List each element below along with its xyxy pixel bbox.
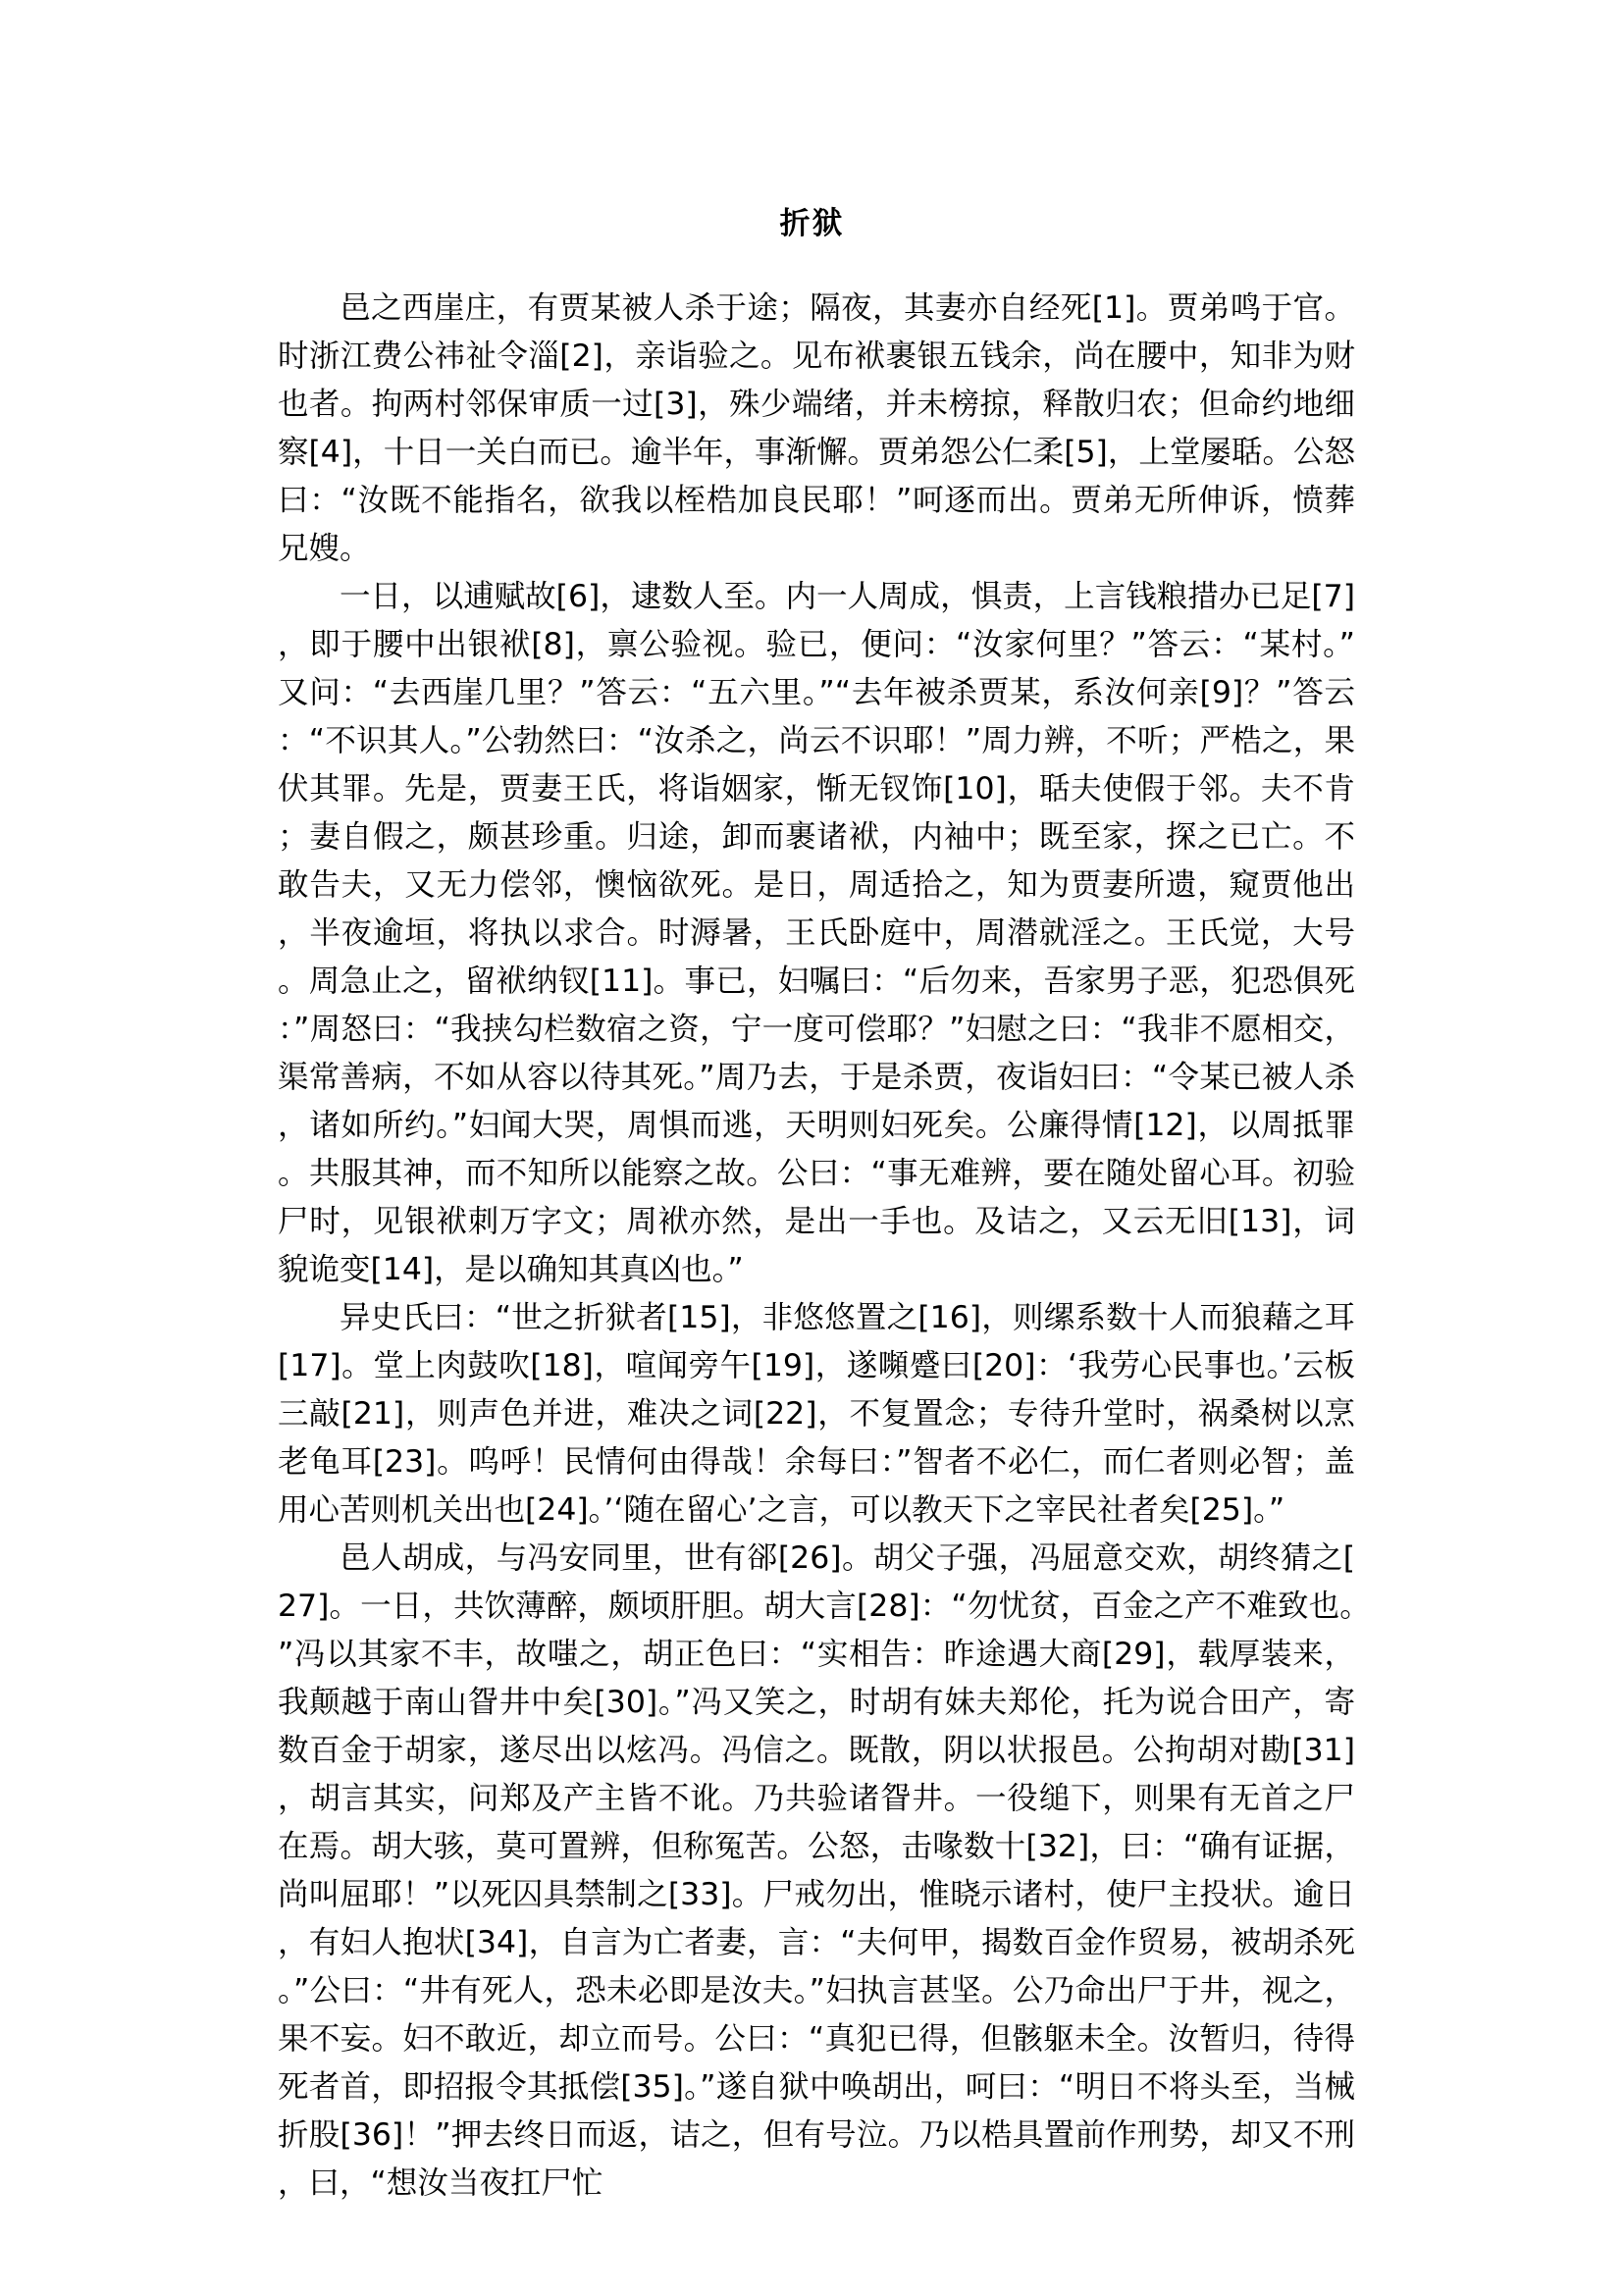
paragraph: 异史氏曰：“世之折狱者[15]，非悠悠置之[16]，则缧系数十人而狼藉之耳[17]。堂上肉鼓吹[18]，喧闻旁午[19]，遂嚬蹙曰[20]：‘我劳心民事也。’云板三敲[21]，则声色并进，难决之词[22]，不复置念；专待升堂时，祸桑树以烹老龟耳[23]。呜呼！民情何由得哉！余每曰：”智者不必仁，而仁者则必智；盖用心苦则机关出也[24]。’‘随在留心’之言，可以教天下之宰民社者矣[25]。” xyxy=(278,1300,1355,1528)
page-title: 折狱 xyxy=(779,206,845,241)
paragraph: 邑之西崖庄，有贾某被人杀于途；隔夜，其妻亦自经死[1]。贾弟鸣于官。时浙江费公祎祉令淄[2]，亲诣验之。见布袱裹银五钱余，尚在腰中，知非为财也者。拘两村邻保审质一过[3]，殊少端绪，并未榜掠，释散归农；但命约地细察[4]，十日一关白而已。逾半年，事渐懈。贾弟怨公仁柔[5]，上堂屡聒。公怒曰：“汝既不能指名，欲我以桎梏加良民耶！”呵逐而出。贾弟无所伸诉，愤葬兄嫂。 xyxy=(278,290,1355,566)
article-body xyxy=(278,285,1355,2208)
paragraph: 一日，以逋赋故[6]，逮数人至。内一人周成，惧责，上言钱粮措办已足[7]，即于腰中出银袱[8]，禀公验视。验已，便问：“汝家何里？”答云：“某村。”又问：“去西崖几里？”答云：“五六里。”“去年被杀贾某，系汝何亲[9]？”答云：“不识其人。”公勃然曰：“汝杀之，尚云不识耶！”周力辨，不听；严梏之，果伏其罪。先是，贾妻王氏，将诣姻家，惭无钗饰[10]，聒夫使假于邻。夫不肯；妻自假之，颇甚珍重。归途，卸而裹诸袱，内袖中；既至家，探之已亡。不敢告夫，又无力偿邻，懊恼欲死。是日，周适拾之，知为贾妻所遗，窥贾他出，半夜逾垣，将执以求合。时溽暑，王氏卧庭中，周潜就淫之。王氏觉，大号。周急止之，留袱纳钗[11]。事已，妇嘱曰：“后勿来，吾家男子恶，犯恐俱死：”周怒曰：“我挟勾栏数宿之资，宁一度可偿耶？”妇慰之曰：“我非不愿相交，渠常善病，不如从容以待其死。”周乃去，于是杀贾，夜诣妇曰：“令某已被人杀，诸如所约。”妇闻大哭，周惧而逃，天明则妇死矣。公廉得情[12]，以周抵罪。共服其神，而不知所以能察之故。公曰：“事无难辨，要在随处留心耳。初验尸时，见银袱刺万字文；周袱亦然，是出一手也。及诘之，又云无旧[13]，词貌诡变[14]，是以确知其真凶也。” xyxy=(278,579,1355,1287)
paragraph: 邑人胡成，与冯安同里，世有郤[26]。胡父子强，冯屈意交欢，胡终猜之[27]。一日，共饮薄醉，颇顷肝胆。胡大言[28]：“勿忧贫，百金之产不难致也。”冯以其家不丰，故嗤之，胡正色曰：“实相告：昨途遇大商[29]，载厚装来，我颠越于南山眢井中矣[30]。”冯又笑之，时胡有妹夫郑伦，托为说合田产，寄数百金于胡家，遂尽出以炫冯。冯信之。既散，阴以状报邑。公拘胡对勘[31]，胡言其实，问郑及产主皆不讹。乃共验诸眢井。一役缒下，则果有无首之尸在焉。胡大骇，莫可置辨，但称冤苦。公怒，击喙数十[32]，曰：“确有证据，尚叫屈耶！”以死囚具禁制之[33]。尸戒勿出，惟晓示诸村，使尸主投状。逾日，有妇人抱状[34]，自言为亡者妻，言：“夫何甲，揭数百金作贸易，被胡杀死。”公曰：“井有死人，恐未必即是汝夫。”妇执言甚坚。公乃命出尸于井，视之，果不妄。妇不敢近，却立而号。公曰：“真犯已得，但骸躯未全。汝暂归，待得死者首，即招报令其抵偿[35]。”遂自狱中唤胡出，呵曰：“明日不将头至，当械折股[36]！”押去终日而返，诘之，但有号泣。乃以梏具置前作刑势，却又不刑，曰，“想汝当夜扛尸忙 xyxy=(278,1540,1355,2201)
